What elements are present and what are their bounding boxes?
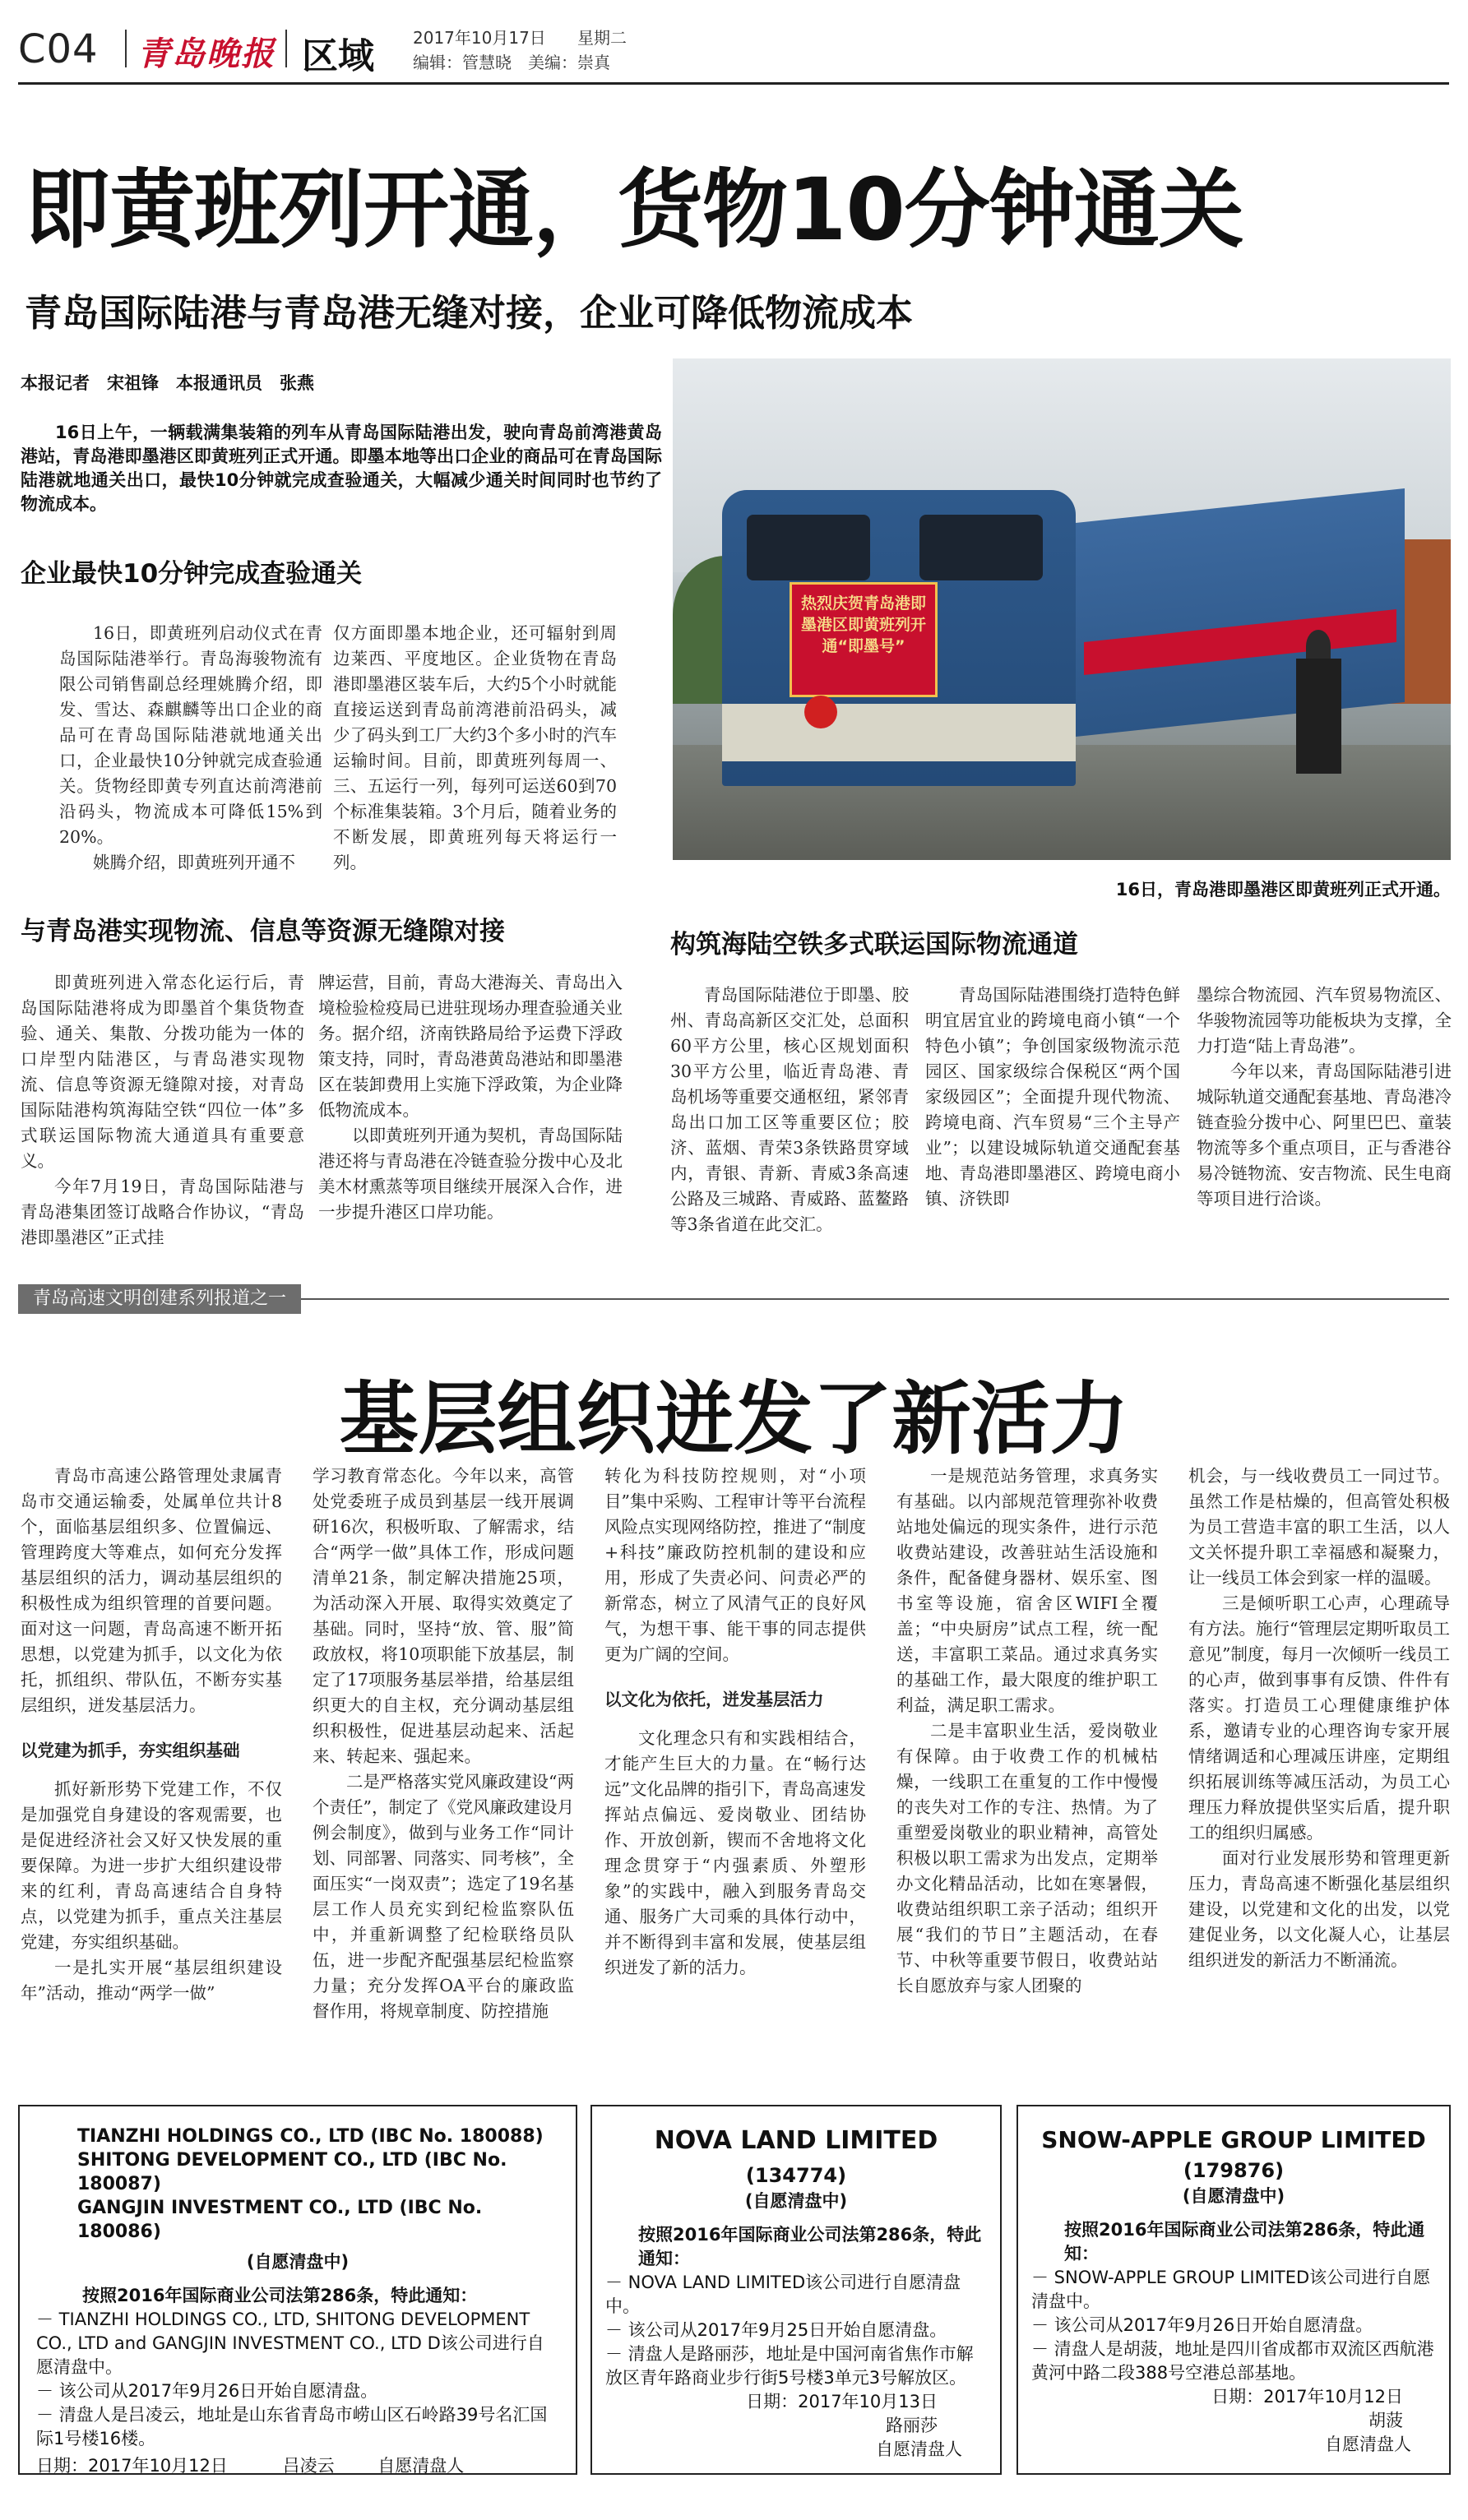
- designer-credit: 美编：崇真: [528, 53, 610, 72]
- issue-weekday: 星期二: [577, 28, 627, 48]
- paragraph: 三是倾听职工心声，心理疏导有方法。施行“管理层定期听取员工意见”制度，每月一次倾听一线员工的心声，做到事事有反馈、件件有落实。打造员工心理健康维护体系，邀请专业的心理咨询专家开展情绪调适和心理减压讲座，定期组织拓展训练等减压活动，为员工心理压力释放提供坚实后盾，提升职工的组织归属感。: [1188, 1593, 1450, 1843]
- section-minihead: 以党建为抓手，夯实组织基础: [21, 1741, 240, 1760]
- liquidator-name: 路丽莎: [886, 2416, 938, 2435]
- masthead: [18, 20, 1449, 76]
- liquidator-role: 自愿清盘人: [1325, 2434, 1411, 2454]
- notice-item: － 该公司从2017年9月26日开始自愿清盘。: [36, 2381, 378, 2401]
- notice-date: 日期：2017年10月12日: [1211, 2387, 1403, 2407]
- paragraph: 一是扎实开展“基层组织建设年”活动，推动“两学一做”: [21, 1958, 282, 2003]
- article2-col3: [604, 1463, 866, 1981]
- person-body: [1296, 659, 1341, 774]
- article2-col2: [313, 1463, 574, 2024]
- issue-date: 2017年10月17日: [413, 28, 546, 48]
- paragraph: 今年以来，青岛国际陆港引进城际轨道交通配套基地、青岛港冷链查验分拨中心、阿里巴巴、童装物流等多个重点项目，正与香港谷易冷链物流、安吉物流、民生电商等项目进行洽谈。: [1197, 1061, 1452, 1209]
- article1-headline: 即黄班列开通，货物10分钟通关: [25, 160, 1243, 260]
- photo-caption: 16日，青岛港即墨港区即黄班列正式开通。: [1115, 880, 1451, 899]
- paragraph: 今年7月19日，青岛国际陆港与青岛港集团签订战略合作协议，“青岛港即墨港区”正式挂: [21, 1177, 304, 1247]
- article2-col1: [21, 1463, 282, 2006]
- series-tag: 青岛高速文明创建系列报道之一: [18, 1284, 301, 1314]
- article2-col5: [1188, 1463, 1450, 1973]
- company-line: NOVA LAND LIMITED: [654, 2126, 938, 2155]
- section3-title: 构筑海陆空铁多式联运国际物流通道: [670, 930, 1078, 959]
- company-number: (134774): [745, 2164, 847, 2187]
- section3-col3: [1197, 983, 1452, 1212]
- red-flower: [804, 696, 837, 728]
- section1-title: 企业最快10分钟完成查验通关: [21, 559, 363, 589]
- masthead-divider: [125, 30, 127, 67]
- paragraph: 仅方面即墨本地企业，还可辐射到周边莱西、平度地区。企业货物在青岛港即墨港区装车后，大约5个小时就能直接运送到青岛前湾港前沿码头，减少了码头到工厂大约3个多小时的汽车运输时间。目前，即黄班列每周一、三、五运行一列，每列可运送60到70个标准集装箱。3个月后，随着业务的不断发展，即黄班列每天将运行一列。: [333, 623, 617, 872]
- company-line: GANGJIN INVESTMENT CO., LTD (IBC No. 180086): [77, 2198, 483, 2242]
- paragraph: 转化为科技防控规则，对“小项目”集中采购、工程审计等平台流程风险点实现网络防控，推进了“制度+科技”廉政防控机制的建设和应用，形成了失责必问、问责必严的新常态，树立了风清气正的良好风气，为想干事、能干事的同志提供更为广阔的空间。: [604, 1466, 866, 1664]
- paragraph: 以即黄班列开通为契机，青岛国际陆港还将与青岛港在冷链查验分拨中心及北美木材熏蒸等项目继续开展深入合作，进一步提升港区口岸功能。: [318, 1126, 623, 1222]
- liquidator-name: 吕凌云: [282, 2456, 335, 2476]
- notice-item: － SNOW-APPLE GROUP LIMITED该公司进行自愿清盘中。: [1031, 2268, 1431, 2311]
- notice-box-snowapple: [1016, 2105, 1451, 2475]
- notice-footer: [36, 2454, 559, 2478]
- page-number: C04: [18, 26, 99, 72]
- notice-intro: 按照2016年国际商业公司法第286条，特此通知：: [82, 2286, 478, 2305]
- section2-col2: [318, 970, 623, 1225]
- section1-col2: [333, 621, 617, 876]
- train-front-banner: 热烈庆贺青岛港即墨港区即黄班列开通“即墨号”: [790, 582, 938, 697]
- paragraph: 二是丰富职业生活，爱岗敬业有保障。由于收费工作的机械枯燥，一线职工在重复的工作中慢慢的丧失对工作的专注、热情。为了重塑爱岗敬业的职业精神，高管处积极以职工需求为出发点，定期举办文化精品活动，比如在寒暑假，收费站组织职工亲子活动；组织开展“我们的节日”主题活动，在春节、中秋等重要节假日，收费站站长自愿放弃与家人团聚的: [896, 1721, 1158, 1995]
- series-tag-bar: [18, 1283, 1449, 1315]
- liquidator-role: 自愿清盘人: [876, 2439, 962, 2459]
- section-minihead: 以文化为依托，迸发基层活力: [604, 1690, 824, 1709]
- paragraph: 二是严格落实党风廉政建设“两个责任”，制定了《党风廉政建设月例会制度》，做到与业务工作“同计划、同部署、同落实、同考核”，全面压实“一岗双责”；选定了19名基层工作人员充实到纪检监察队伍中，并重新调整了纪检联络员队伍，进一步配齐配强基层纪检监察力量；充分发挥OA平台的廉政监督作用，将规章制度、防控措施: [313, 1772, 574, 2021]
- company-line: TIANZHI HOLDINGS CO., LTD (IBC No. 180088): [77, 2126, 544, 2147]
- train-photo: [673, 358, 1451, 860]
- paragraph: 姚腾介绍，即黄班列开通不: [93, 853, 295, 872]
- notice-date: 日期：2017年10月12日: [36, 2456, 228, 2476]
- notice-item: － TIANZHI HOLDINGS CO., LTD, SHITONG DEVELOPMENT CO., LTD and GANGJIN INVESTMENT CO., LTD D该公司进行自愿清盘中。: [36, 2310, 544, 2377]
- paragraph: 墨综合物流园、汽车贸易物流区、华骏物流园等功能板块为支撑，全力打造“陆上青岛港”。: [1197, 985, 1452, 1056]
- paragraph: 机会，与一线收费员工一同过节。虽然工作是枯燥的，但高管处积极为员工营造丰富的职工生活，以人文关怀提升职工幸福感和凝聚力，让一线员工体会到家一样的温暖。: [1188, 1466, 1450, 1588]
- notice-item: － 该公司从2017年9月26日开始自愿清盘。: [1031, 2315, 1373, 2335]
- notice-box-novaland: [590, 2105, 1002, 2475]
- notice-item: － 清盘人是胡菠，地址是四川省成都市双流区西航港黄河中路二段388号空港总部基地。: [1031, 2339, 1434, 2383]
- paragraph: 一是规范站务管理，求真务实有基础。以内部规范管理弥补收费站地处偏远的现实条件，进行示范收费站建设，改善驻站生活设施和条件，配备健身器材、娱乐室、图书室等设施，宿舍区WIFI全覆盖；“中央厨房”试点工程，统一配送，丰富职工菜品。通过求真务实的基础工作，最大限度的维护职工利益，满足职工需求。: [896, 1466, 1158, 1715]
- article1-byline: 本报记者 宋祖锋 本报通讯员 张燕: [21, 373, 314, 393]
- liquidator-name: 胡菠: [1368, 2411, 1403, 2430]
- paragraph: 文化理念只有和实践相结合，才能产生巨大的力量。在“畅行达远”文化品牌的指引下，青岛高速发挥站点偏远、爱岗敬业、团结协作、开放创新，锲而不舍地将文化理念贯穿于“内强素质、外塑形象”的实践中，融入到服务青岛交通、服务广大司乘的具体行动中，并不断得到丰富和发展，使基层组织迸发了新的活力。: [604, 1728, 866, 1977]
- notice-box-tianzhi: [18, 2105, 577, 2475]
- section1-col1: [59, 621, 322, 876]
- company-number: (179876): [1183, 2159, 1285, 2182]
- section2-col1: [21, 970, 304, 1251]
- loco-stripe: [722, 704, 1076, 761]
- paragraph: 青岛国际陆港围绕打造特色鲜明宜居宜业的跨境电商小镇“一个特色小镇”；争创国家级物流示范园区、国家级综合保税区“两个国家级园区”；全面提升现代物流、跨境电商、汽车贸易“三个主导产业”；以建设城际轨道交通配套基地、青岛港即墨港区、跨境电商小镇、济铁即: [925, 985, 1180, 1209]
- notice-item: － NOVA LAND LIMITED该公司进行自愿清盘中。: [605, 2273, 961, 2316]
- paragraph: 面对行业发展形势和管理更新压力，青岛高速不断强化基层组织建设，以党建和文化的出发，以党建促业务，以文化凝人心，让基层组织迸发的新活力不断涌流。: [1188, 1848, 1450, 1970]
- editor-credit: 编辑：管慧晓: [413, 53, 512, 72]
- paragraph: 青岛市高速公路管理处隶属青岛市交通运输委，处属单位共计8个，面临基层组织多、位置偏远、管理跨度大等难点，如何充分发挥基层组织的活力，调动基层组织的积极性成为组织管理的首要问题。面对这一问题，青岛高速不断开拓思想，以党建为抓手，以文化为依托，抓组织、带队伍，不断夯实基层组织，迸发基层活力。: [21, 1466, 282, 1715]
- paragraph: 青岛国际陆港位于即墨、胶州、青岛高新区交汇处，总面积60平方公里，核心区规划面积30平方公里，临近青岛港、青岛机场等重要交通枢纽，紧邻青岛出口加工区等重要区位；胶济、蓝烟、青荣3条铁路贯穿域内，青银、青新、青威3条高速公路及三城路、青威路、蓝鳌路等3条省道在此交汇。: [670, 985, 909, 1234]
- notice-item: － 清盘人是吕凌云，地址是山东省青岛市崂山区石岭路39号名汇国际1号楼16楼。: [36, 2405, 548, 2448]
- article2-headline: 基层组织迸发了新活力: [339, 1373, 1129, 1465]
- article1-subheadline: 青岛国际陆港与青岛港无缝对接，企业可降低物流成本: [25, 291, 914, 335]
- article1-lead: 16日上午，一辆载满集装箱的列车从青岛国际陆港出发，驶向青岛前湾港黄岛港站，青岛港即墨港区即黄班列正式开通。即墨本地等出口企业的商品可在青岛国际陆港就地通关出口，最快10分钟就完成查验通关，大幅减少通关时间同时也节约了物流成本。: [21, 423, 662, 514]
- notice-item: － 清盘人是路丽莎，地址是中国河南省焦作市解放区青年路商业步行街5号楼3单元3号解放区。: [605, 2344, 974, 2388]
- status-label: (自愿清盘中): [1182, 2186, 1285, 2206]
- paper-logo: 青岛晚报: [137, 35, 276, 73]
- paragraph: 即黄班列进入常态化运行后，青岛国际陆港将成为即墨首个集货物查验、通关、集散、分拨功能为一体的口岸型内陆港区，与青岛港实现物流、信息等资源无缝隙对接，对青岛国际陆港构筑海陆空铁“四位一体”多式联运国际物流大通道具有重要意义。: [21, 973, 304, 1171]
- liquidator-role: 自愿清盘人: [377, 2456, 465, 2476]
- masthead-divider: [285, 30, 287, 67]
- status-label: (自愿清盘中): [744, 2191, 848, 2211]
- notice-intro: 按照2016年国际商业公司法第286条，特此通知：: [638, 2225, 982, 2268]
- company-line: SNOW-APPLE GROUP LIMITED: [1041, 2126, 1426, 2153]
- person-head: [1306, 630, 1331, 663]
- loco-window: [919, 515, 1043, 580]
- article2-col4: [896, 1463, 1158, 1999]
- train-body: [1076, 488, 1405, 737]
- paragraph: 牌运营，目前，青岛大港海关、青岛出入境检验检疫局已进驻现场办理查验通关业务。据介绍，济南铁路局给予运费下浮政策支持，同时，青岛港黄岛港站和即墨港区在装卸费用上实施下浮政策，为企业降低物流成本。: [318, 973, 623, 1120]
- section3-col1: [670, 983, 909, 1237]
- paragraph: 16日，即黄班列启动仪式在青岛国际陆港举行。青岛海骏物流有限公司销售副总经理姚腾介绍，即发、雪达、森麒麟等出口企业的商品可在青岛国际陆港就地通关出口，企业最快10分钟就完成查验通关。货物经即黄专列直达前湾港前沿码头，物流成本可降低15%到20%。: [59, 623, 322, 847]
- notice-date: 日期：2017年10月13日: [746, 2392, 938, 2411]
- section-name: 区域: [302, 35, 374, 77]
- paragraph: 学习教育常态化。今年以来，高管处党委班子成员到基层一线开展调研16次，积极听取、了解需求，结合“两学一做”具体工作，形成问题清单21条，制定解决措施25项，为活动深入开展、取得实效奠定了基础。同时，坚持“放、管、服”简政放权，将10项职能下放基层，制定了17项服务基层举措，给基层组织更大的自主权，充分调动基层组织积极性，促进基层动起来、活起来、转起来、强起来。: [313, 1466, 574, 1766]
- loco-window: [747, 515, 870, 580]
- paragraph: 抓好新形势下党建工作，不仅是加强党自身建设的客观需要，也是促进经济社会又好又快发展的重要保障。为进一步扩大组织建设带来的红利，青岛高速结合自身特点，以党建为抓手，重点关注基层党建，夯实组织基础。: [21, 1779, 282, 1952]
- status-label: (自愿清盘中): [246, 2252, 350, 2272]
- notice-item: － 该公司从2017年9月25日开始自愿清盘。: [605, 2320, 947, 2340]
- notice-intro: 按照2016年国际商业公司法第286条，特此通知：: [1064, 2220, 1425, 2263]
- masthead-rule: [18, 82, 1449, 85]
- section3-col2: [925, 983, 1180, 1212]
- company-line: SHITONG DEVELOPMENT CO., LTD (IBC No. 180087): [77, 2150, 507, 2194]
- section2-title: 与青岛港实现物流、信息等资源无缝隙对接: [21, 917, 505, 946]
